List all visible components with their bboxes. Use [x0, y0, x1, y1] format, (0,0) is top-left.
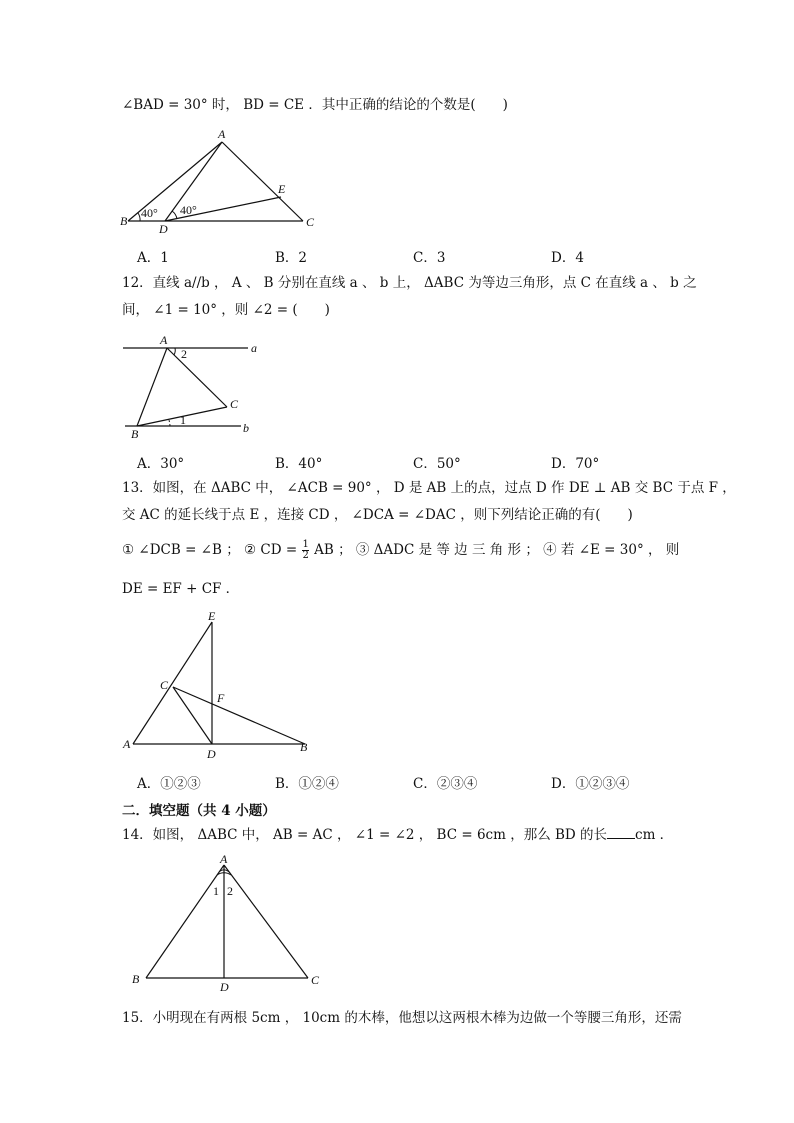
- q13-label-e: E: [208, 609, 216, 623]
- q14-angle-2: 2: [227, 884, 233, 898]
- q14-label-c: C: [311, 973, 320, 987]
- q12-figure: [115, 330, 275, 445]
- q12-label-b: B: [131, 427, 139, 441]
- q14-text-part-2: cm ．: [635, 827, 674, 843]
- q11-angle-b: 40°: [141, 206, 158, 220]
- q14-text-part-1: 14．如图， ΔABC 中， AB = AC ， ∠1 = ∠2 ， BC = 6cm ，那么 BD 的长: [122, 827, 608, 843]
- q12-angle-1: 1: [180, 413, 186, 427]
- q13-figure: [115, 605, 330, 765]
- q14-label-a: A: [220, 852, 228, 866]
- q12-option-b[interactable]: B．40°: [275, 456, 323, 472]
- q13-text-line-1: 13．如图，在 ΔABC 中， ∠ACB = 90° ， D 是 AB 上的点，过点 D 作 DE ⊥ AB 交 BC 于点 F ，: [122, 480, 736, 496]
- q11-option-b[interactable]: B．2: [275, 250, 308, 266]
- q12-text-line-1: 12．直线 a//b ， A 、 B 分别在直线 a 、 b 上， ΔABC 为等边三角形，点 C 在直线 a 、 b 之: [122, 275, 697, 291]
- q12-option-a[interactable]: A．30°: [137, 456, 185, 472]
- q12-label-a: A: [160, 333, 168, 347]
- q13-label-c: C: [160, 678, 169, 692]
- q12-text-line-2: 间， ∠1 = 10° ，则 ∠2 = ( ): [122, 302, 330, 318]
- q14-text-line: [122, 826, 673, 844]
- q14-label-d: D: [220, 980, 229, 994]
- q12-option-d[interactable]: D．70°: [551, 456, 600, 472]
- q11-text-line: ∠BAD = 30° 时， BD = CE ．其中正确的结论的个数是( ): [122, 97, 508, 113]
- q11-option-c[interactable]: C．3: [413, 250, 446, 266]
- q13-fraction-numerator: 1: [302, 539, 309, 550]
- q13-line-3-part-2: AB ； ③ ΔADC 是 等 边 三 角 形 ； ④ 若 ∠E = 30° ， 则: [314, 542, 680, 558]
- q11-label-e: E: [278, 182, 286, 196]
- q11-angle-d: 40°: [180, 203, 197, 217]
- q13-fraction-denominator: 2: [302, 550, 309, 561]
- q13-options: [137, 772, 689, 792]
- q13-option-b[interactable]: B．①②④: [275, 776, 339, 792]
- q11-label-b: B: [120, 214, 128, 228]
- q14-figure: [120, 850, 335, 995]
- q12-angle-2: 2: [181, 347, 187, 361]
- q12-option-c[interactable]: C．50°: [413, 456, 461, 472]
- q12-options: [137, 452, 689, 472]
- q13-text-line-3: [122, 540, 679, 561]
- q12-line-a-label: a: [251, 341, 257, 355]
- q14-angle-1: 1: [213, 884, 219, 898]
- q13-option-d[interactable]: D．①②③④: [551, 776, 630, 792]
- q11-label-a: A: [218, 127, 226, 141]
- q13-option-c[interactable]: C．②③④: [413, 776, 478, 792]
- q12-label-c: C: [230, 397, 239, 411]
- q15-text-line: 15．小明现在有两根 5cm ， 10cm 的木棒，他想以这两根木棒为边做一个等腰三角形，还需: [122, 1010, 682, 1026]
- q13-line-3-part-1: ① ∠DCB = ∠B ； ② CD =: [122, 542, 298, 558]
- q11-option-a[interactable]: A．1: [137, 250, 169, 266]
- q11-label-c: C: [306, 215, 315, 229]
- q11-figure: [115, 125, 330, 235]
- q11-option-d[interactable]: D．4: [551, 250, 584, 266]
- q13-fraction: [302, 540, 308, 561]
- q13-label-d: D: [207, 747, 216, 761]
- q11-options: [137, 246, 689, 266]
- q13-label-f: F: [217, 691, 225, 705]
- q13-text-line-2: 交 AC 的延长线于点 E ，连接 CD ， ∠DCA = ∠DAC ，则下列结论正确的有( ): [122, 507, 633, 523]
- q14-answer-blank[interactable]: [607, 826, 635, 839]
- q11-label-d: D: [159, 222, 168, 235]
- q13-text-line-4: DE = EF + CF ．: [122, 581, 240, 597]
- q13-option-a[interactable]: A．①②③: [137, 776, 201, 792]
- q13-label-b: B: [300, 740, 308, 754]
- q13-label-a: A: [123, 737, 131, 751]
- q14-label-b: B: [132, 972, 140, 986]
- q12-line-b-label: b: [243, 421, 249, 435]
- section-heading-fill-in: 二．填空题（共 4 小题）: [122, 803, 276, 819]
